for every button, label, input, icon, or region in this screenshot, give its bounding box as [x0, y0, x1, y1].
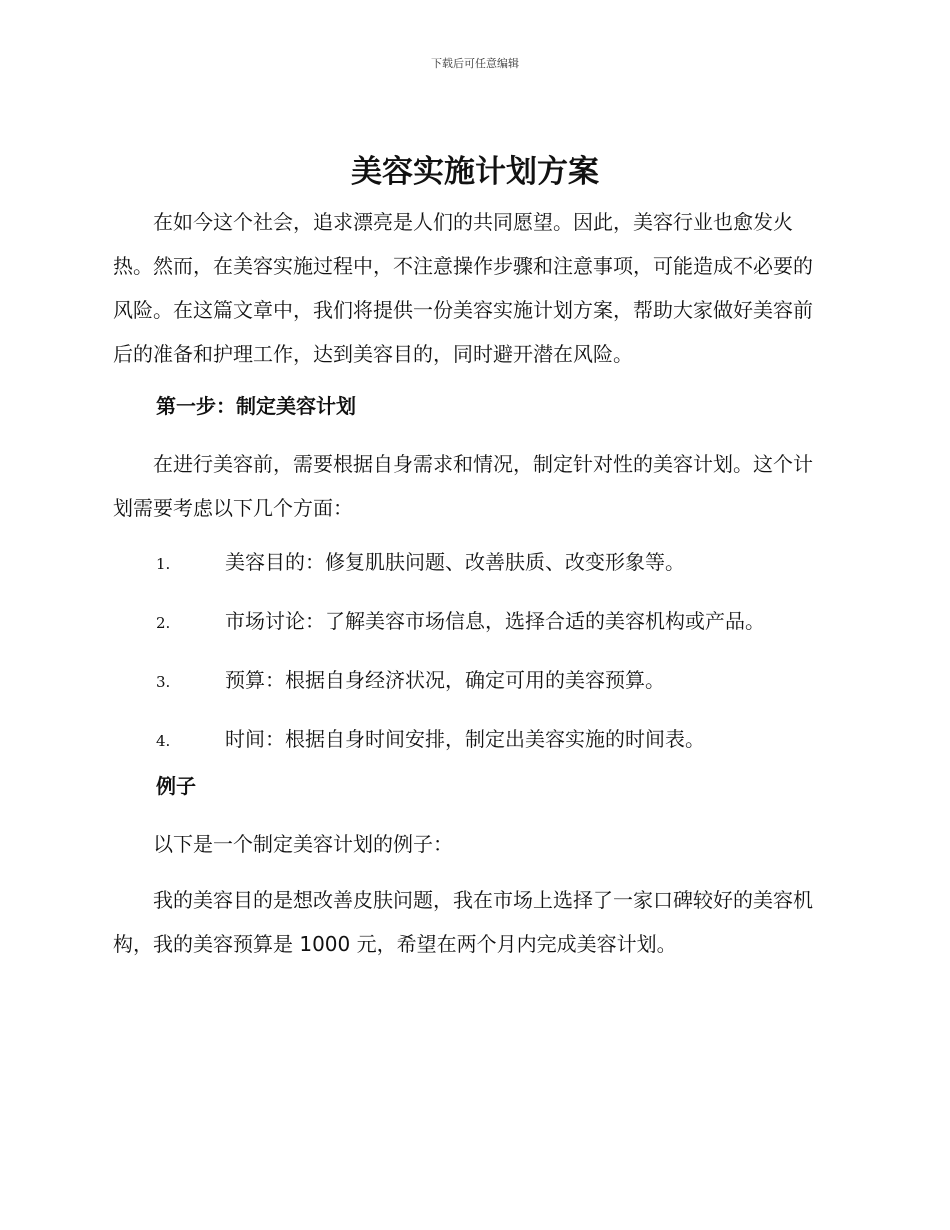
list-item	[113, 725, 831, 755]
list-item-number: 3.	[156, 673, 171, 691]
header-note: 下载后可任意编辑	[431, 57, 519, 70]
step1-heading: 第一步：制定美容计划	[156, 394, 356, 418]
list-item	[113, 666, 831, 696]
step1-paragraph: 在进行美容前，需要根据自身需求和情况，制定针对性的美容计划。这个计划需要考虑以下几个方面：	[113, 452, 813, 520]
list-item-number: 4.	[156, 732, 171, 750]
list-item-text: 美容目的：修复肌肤问题、改善肤质、改变形象等。	[225, 550, 685, 574]
list-item-number: 2.	[156, 614, 171, 632]
example-heading: 例子	[156, 774, 196, 798]
document-title: 美容实施计划方案	[351, 154, 599, 190]
list-item-text: 时间：根据自身时间安排，制定出美容实施的时间表。	[225, 727, 705, 751]
list-item-number: 1.	[156, 555, 171, 573]
plan-aspects-list	[113, 548, 831, 755]
list-item-text: 市场讨论：了解美容市场信息，选择合适的美容机构或产品。	[225, 609, 765, 633]
list-item-text: 预算：根据自身经济状况，确定可用的美容预算。	[225, 668, 665, 692]
list-item	[113, 548, 831, 578]
document-body	[113, 200, 831, 966]
example-intro: 以下是一个制定美容计划的例子：	[153, 832, 453, 856]
intro-paragraph: 在如今这个社会，追求漂亮是人们的共同愿望。因此，美容行业也愈发火热。然而，在美容实施过程中，不注意操作步骤和注意事项，可能造成不必要的风险。在这篇文章中，我们将提供一份美容实施计划方案，帮助大家做好美容前后的准备和护理工作，达到美容目的，同时避开潜在风险。	[113, 210, 813, 366]
example-body: 我的美容目的是想改善皮肤问题，我在市场上选择了一家口碑较好的美容机构，我的美容预算是 1000 元，希望在两个月内完成美容计划。	[113, 888, 813, 956]
list-item	[113, 607, 831, 637]
